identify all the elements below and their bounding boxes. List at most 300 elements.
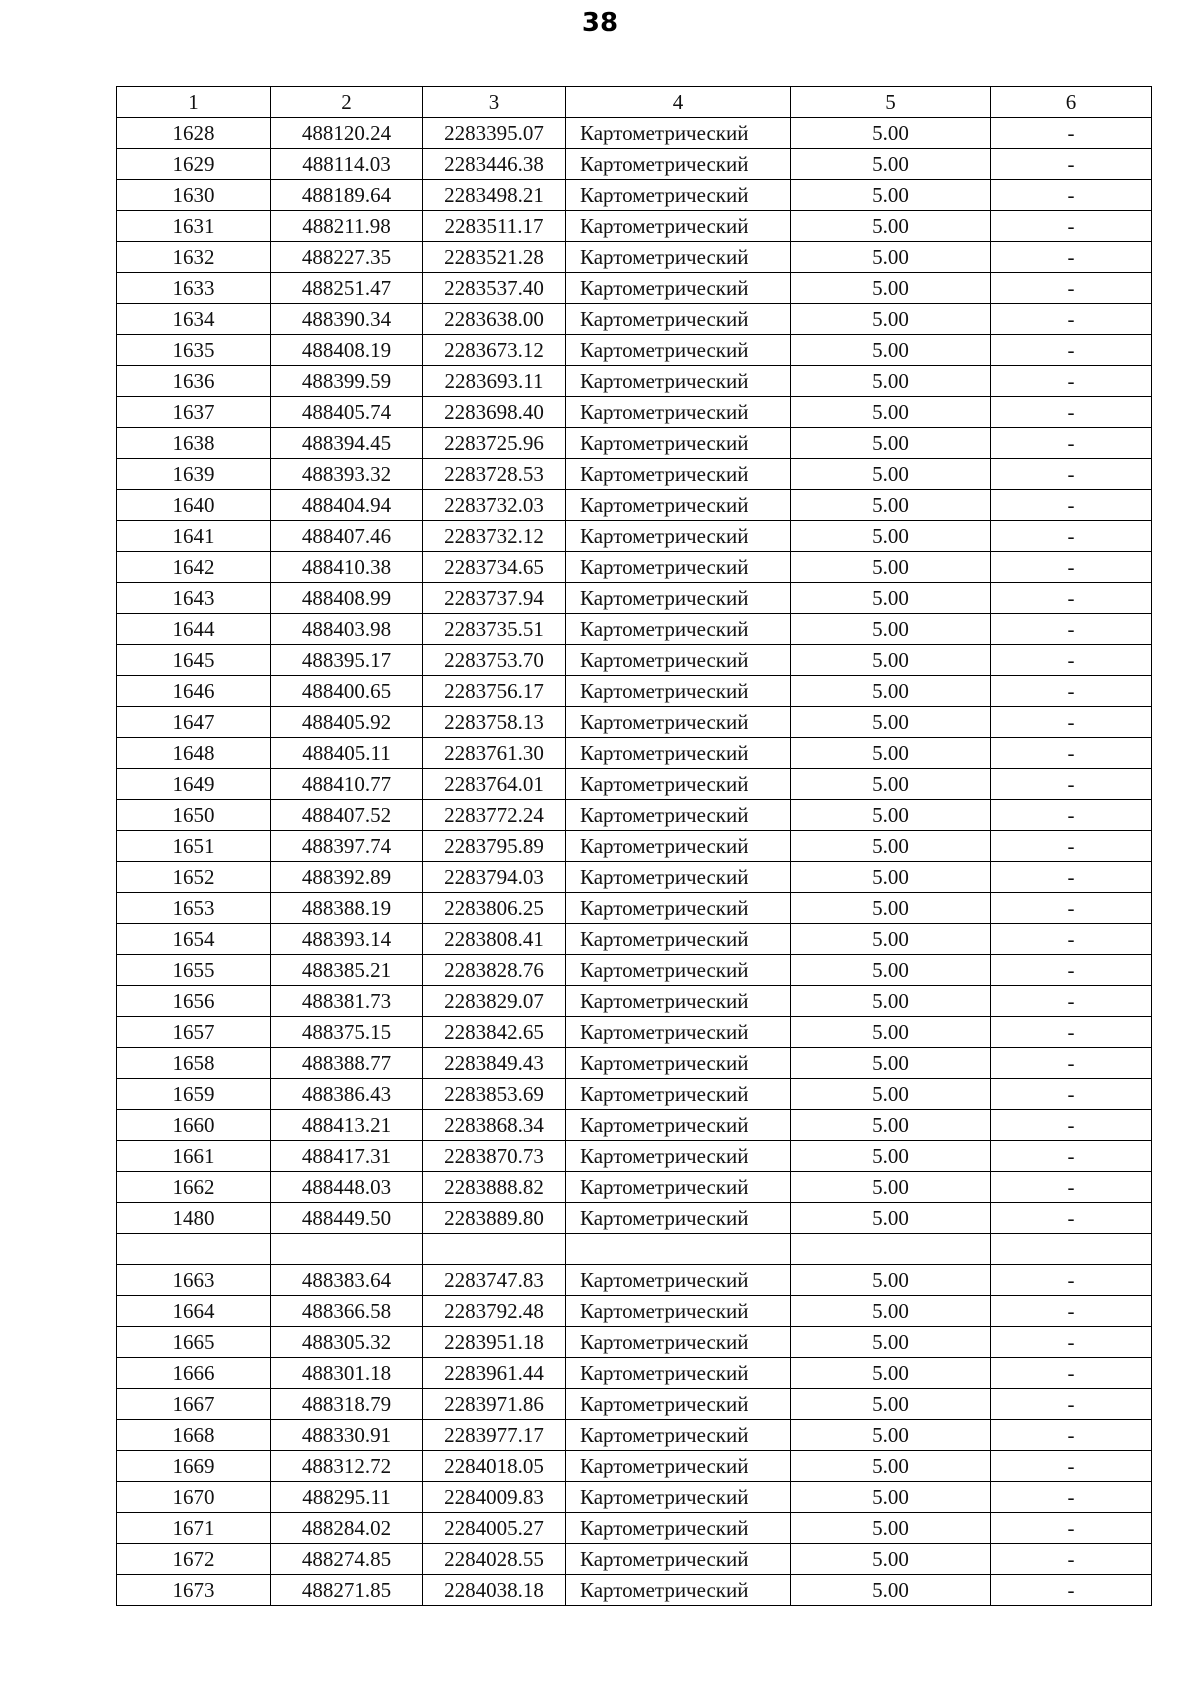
description-cell: -	[991, 800, 1152, 831]
y-coordinate-cell: 2283732.03	[423, 490, 566, 521]
method-cell: Картометрический	[566, 986, 791, 1017]
point-number-cell: 1662	[117, 1172, 271, 1203]
x-coordinate-cell: 488383.64	[271, 1265, 423, 1296]
table-row	[117, 1451, 1152, 1482]
description-cell: -	[991, 1141, 1152, 1172]
description-cell: -	[991, 986, 1152, 1017]
description-cell: -	[991, 645, 1152, 676]
table-row	[117, 1327, 1152, 1358]
y-coordinate-cell: 2283889.80	[423, 1203, 566, 1234]
accuracy-cell: 5.00	[791, 1048, 991, 1079]
accuracy-cell: 5.00	[791, 242, 991, 273]
method-cell: Картометрический	[566, 1079, 791, 1110]
y-coordinate-cell: 2283693.11	[423, 366, 566, 397]
description-cell: -	[991, 366, 1152, 397]
y-coordinate-cell: 2283698.40	[423, 397, 566, 428]
x-coordinate-cell: 488211.98	[271, 211, 423, 242]
point-number-cell: 1657	[117, 1017, 271, 1048]
description-cell: -	[991, 459, 1152, 490]
y-coordinate-cell: 2283728.53	[423, 459, 566, 490]
point-number-cell: 1672	[117, 1544, 271, 1575]
y-coordinate-cell: 2283732.12	[423, 521, 566, 552]
description-cell: -	[991, 273, 1152, 304]
accuracy-cell: 5.00	[791, 1017, 991, 1048]
y-coordinate-cell: 2283734.65	[423, 552, 566, 583]
description-cell: -	[991, 1079, 1152, 1110]
table-row	[117, 1482, 1152, 1513]
description-cell: -	[991, 118, 1152, 149]
y-coordinate-cell: 2283498.21	[423, 180, 566, 211]
point-number-cell: 1644	[117, 614, 271, 645]
description-cell: -	[991, 1575, 1152, 1606]
description-cell: -	[991, 924, 1152, 955]
point-number-cell: 1663	[117, 1265, 271, 1296]
y-coordinate-cell: 2283537.40	[423, 273, 566, 304]
y-coordinate-cell: 2283951.18	[423, 1327, 566, 1358]
accuracy-cell: 5.00	[791, 1544, 991, 1575]
table-row	[117, 459, 1152, 490]
description-cell: -	[991, 862, 1152, 893]
y-coordinate-cell: 2283888.82	[423, 1172, 566, 1203]
accuracy-cell: 5.00	[791, 862, 991, 893]
x-coordinate-cell: 488312.72	[271, 1451, 423, 1482]
accuracy-cell: 5.00	[791, 428, 991, 459]
method-cell: Картометрический	[566, 738, 791, 769]
point-number-cell: 1651	[117, 831, 271, 862]
point-number-cell: 1633	[117, 273, 271, 304]
accuracy-cell	[791, 1234, 991, 1265]
table-row	[117, 1172, 1152, 1203]
table-row	[117, 1048, 1152, 1079]
point-number-cell: 1648	[117, 738, 271, 769]
y-coordinate-cell: 2283753.70	[423, 645, 566, 676]
method-cell: Картометрический	[566, 149, 791, 180]
x-coordinate-cell: 488410.77	[271, 769, 423, 800]
point-number-cell: 1638	[117, 428, 271, 459]
x-coordinate-cell: 488366.58	[271, 1296, 423, 1327]
table-row	[117, 552, 1152, 583]
y-coordinate-cell: 2283870.73	[423, 1141, 566, 1172]
x-coordinate-cell: 488405.92	[271, 707, 423, 738]
y-coordinate-cell: 2284005.27	[423, 1513, 566, 1544]
accuracy-cell: 5.00	[791, 1110, 991, 1141]
table-row	[117, 1079, 1152, 1110]
y-coordinate-cell: 2283758.13	[423, 707, 566, 738]
method-cell: Картометрический	[566, 1172, 791, 1203]
description-cell: -	[991, 1358, 1152, 1389]
y-coordinate-cell: 2283849.43	[423, 1048, 566, 1079]
column-header: 4	[566, 87, 791, 118]
description-cell: -	[991, 676, 1152, 707]
accuracy-cell: 5.00	[791, 459, 991, 490]
description-cell	[991, 1234, 1152, 1265]
table-row	[117, 335, 1152, 366]
accuracy-cell: 5.00	[791, 366, 991, 397]
point-number-cell: 1645	[117, 645, 271, 676]
accuracy-cell: 5.00	[791, 738, 991, 769]
x-coordinate-cell: 488227.35	[271, 242, 423, 273]
y-coordinate-cell: 2283395.07	[423, 118, 566, 149]
description-cell: -	[991, 1048, 1152, 1079]
accuracy-cell: 5.00	[791, 552, 991, 583]
method-cell: Картометрический	[566, 459, 791, 490]
table-row	[117, 149, 1152, 180]
column-header: 5	[791, 87, 991, 118]
accuracy-cell: 5.00	[791, 273, 991, 304]
method-cell: Картометрический	[566, 583, 791, 614]
method-cell: Картометрический	[566, 645, 791, 676]
y-coordinate-cell: 2283792.48	[423, 1296, 566, 1327]
accuracy-cell: 5.00	[791, 1203, 991, 1234]
point-number-cell: 1628	[117, 118, 271, 149]
table-row	[117, 1575, 1152, 1606]
y-coordinate-cell: 2283725.96	[423, 428, 566, 459]
table-row	[117, 1234, 1152, 1265]
accuracy-cell: 5.00	[791, 707, 991, 738]
point-number-cell: 1630	[117, 180, 271, 211]
method-cell: Картометрический	[566, 676, 791, 707]
point-number-cell: 1669	[117, 1451, 271, 1482]
x-coordinate-cell	[271, 1234, 423, 1265]
x-coordinate-cell: 488284.02	[271, 1513, 423, 1544]
x-coordinate-cell: 488399.59	[271, 366, 423, 397]
description-cell: -	[991, 707, 1152, 738]
point-number-cell: 1480	[117, 1203, 271, 1234]
x-coordinate-cell: 488120.24	[271, 118, 423, 149]
accuracy-cell: 5.00	[791, 1420, 991, 1451]
x-coordinate-cell: 488397.74	[271, 831, 423, 862]
table-row	[117, 893, 1152, 924]
table-row	[117, 1358, 1152, 1389]
point-number-cell: 1655	[117, 955, 271, 986]
y-coordinate-cell: 2283747.83	[423, 1265, 566, 1296]
description-cell: -	[991, 521, 1152, 552]
accuracy-cell: 5.00	[791, 304, 991, 335]
description-cell: -	[991, 738, 1152, 769]
accuracy-cell: 5.00	[791, 1513, 991, 1544]
method-cell: Картометрический	[566, 1265, 791, 1296]
description-cell: -	[991, 893, 1152, 924]
table-row	[117, 304, 1152, 335]
point-number-cell: 1659	[117, 1079, 271, 1110]
point-number-cell: 1635	[117, 335, 271, 366]
y-coordinate-cell: 2283764.01	[423, 769, 566, 800]
accuracy-cell: 5.00	[791, 180, 991, 211]
method-cell: Картометрический	[566, 397, 791, 428]
y-coordinate-cell: 2284009.83	[423, 1482, 566, 1513]
x-coordinate-cell: 488417.31	[271, 1141, 423, 1172]
x-coordinate-cell: 488403.98	[271, 614, 423, 645]
x-coordinate-cell: 488449.50	[271, 1203, 423, 1234]
description-cell: -	[991, 242, 1152, 273]
method-cell: Картометрический	[566, 707, 791, 738]
table-row	[117, 738, 1152, 769]
point-number-cell: 1666	[117, 1358, 271, 1389]
table-row	[117, 583, 1152, 614]
method-cell: Картометрический	[566, 521, 791, 552]
x-coordinate-cell: 488408.19	[271, 335, 423, 366]
description-cell: -	[991, 1544, 1152, 1575]
description-cell: -	[991, 397, 1152, 428]
accuracy-cell: 5.00	[791, 1265, 991, 1296]
point-number-cell: 1632	[117, 242, 271, 273]
point-number-cell: 1664	[117, 1296, 271, 1327]
table-row	[117, 273, 1152, 304]
table-row	[117, 521, 1152, 552]
table-row	[117, 242, 1152, 273]
description-cell: -	[991, 552, 1152, 583]
description-cell: -	[991, 1420, 1152, 1451]
method-cell: Картометрический	[566, 924, 791, 955]
x-coordinate-cell: 488388.19	[271, 893, 423, 924]
description-cell: -	[991, 1327, 1152, 1358]
accuracy-cell: 5.00	[791, 676, 991, 707]
y-coordinate-cell: 2283828.76	[423, 955, 566, 986]
accuracy-cell: 5.00	[791, 800, 991, 831]
accuracy-cell: 5.00	[791, 831, 991, 862]
y-coordinate-cell: 2283446.38	[423, 149, 566, 180]
table-header-row	[117, 87, 1152, 118]
method-cell: Картометрический	[566, 1420, 791, 1451]
point-number-cell: 1646	[117, 676, 271, 707]
table-row	[117, 1141, 1152, 1172]
point-number-cell: 1665	[117, 1327, 271, 1358]
table-row	[117, 366, 1152, 397]
accuracy-cell: 5.00	[791, 1079, 991, 1110]
y-coordinate-cell: 2284038.18	[423, 1575, 566, 1606]
description-cell: -	[991, 1482, 1152, 1513]
table-row	[117, 645, 1152, 676]
accuracy-cell: 5.00	[791, 986, 991, 1017]
accuracy-cell: 5.00	[791, 893, 991, 924]
description-cell: -	[991, 335, 1152, 366]
y-coordinate-cell: 2283511.17	[423, 211, 566, 242]
y-coordinate-cell: 2283806.25	[423, 893, 566, 924]
y-coordinate-cell: 2283521.28	[423, 242, 566, 273]
table-row	[117, 769, 1152, 800]
x-coordinate-cell: 488318.79	[271, 1389, 423, 1420]
method-cell: Картометрический	[566, 769, 791, 800]
method-cell: Картометрический	[566, 1513, 791, 1544]
point-number-cell: 1671	[117, 1513, 271, 1544]
point-number-cell: 1654	[117, 924, 271, 955]
x-coordinate-cell: 488386.43	[271, 1079, 423, 1110]
x-coordinate-cell: 488375.15	[271, 1017, 423, 1048]
point-number-cell	[117, 1234, 271, 1265]
x-coordinate-cell: 488407.52	[271, 800, 423, 831]
point-number-cell: 1658	[117, 1048, 271, 1079]
x-coordinate-cell: 488295.11	[271, 1482, 423, 1513]
description-cell: -	[991, 1451, 1152, 1482]
method-cell: Картометрический	[566, 273, 791, 304]
table-row	[117, 955, 1152, 986]
method-cell: Картометрический	[566, 1048, 791, 1079]
y-coordinate-cell: 2283761.30	[423, 738, 566, 769]
y-coordinate-cell: 2283673.12	[423, 335, 566, 366]
point-number-cell: 1661	[117, 1141, 271, 1172]
y-coordinate-cell: 2283842.65	[423, 1017, 566, 1048]
x-coordinate-cell: 488388.77	[271, 1048, 423, 1079]
table-row	[117, 862, 1152, 893]
method-cell: Картометрический	[566, 490, 791, 521]
x-coordinate-cell: 488393.14	[271, 924, 423, 955]
y-coordinate-cell: 2283794.03	[423, 862, 566, 893]
accuracy-cell: 5.00	[791, 1327, 991, 1358]
method-cell: Картометрический	[566, 614, 791, 645]
description-cell: -	[991, 614, 1152, 645]
accuracy-cell: 5.00	[791, 397, 991, 428]
page-number: 38	[581, 8, 619, 38]
point-number-cell: 1640	[117, 490, 271, 521]
table-row	[117, 986, 1152, 1017]
accuracy-cell: 5.00	[791, 211, 991, 242]
accuracy-cell: 5.00	[791, 1141, 991, 1172]
description-cell: -	[991, 1389, 1152, 1420]
method-cell	[566, 1234, 791, 1265]
method-cell: Картометрический	[566, 1017, 791, 1048]
table-row	[117, 180, 1152, 211]
point-number-cell: 1637	[117, 397, 271, 428]
point-number-cell: 1631	[117, 211, 271, 242]
method-cell: Картометрический	[566, 211, 791, 242]
point-number-cell: 1634	[117, 304, 271, 335]
table-row	[117, 1420, 1152, 1451]
y-coordinate-cell: 2283795.89	[423, 831, 566, 862]
method-cell: Картометрический	[566, 893, 791, 924]
method-cell: Картометрический	[566, 552, 791, 583]
description-cell: -	[991, 1296, 1152, 1327]
y-coordinate-cell: 2283977.17	[423, 1420, 566, 1451]
accuracy-cell: 5.00	[791, 149, 991, 180]
x-coordinate-cell: 488392.89	[271, 862, 423, 893]
x-coordinate-cell: 488189.64	[271, 180, 423, 211]
point-number-cell: 1656	[117, 986, 271, 1017]
y-coordinate-cell: 2283868.34	[423, 1110, 566, 1141]
x-coordinate-cell: 488251.47	[271, 273, 423, 304]
table-row	[117, 924, 1152, 955]
table-row	[117, 1203, 1152, 1234]
x-coordinate-cell: 488410.38	[271, 552, 423, 583]
table-row	[117, 428, 1152, 459]
x-coordinate-cell: 488413.21	[271, 1110, 423, 1141]
point-number-cell: 1641	[117, 521, 271, 552]
y-coordinate-cell: 2284018.05	[423, 1451, 566, 1482]
method-cell: Картометрический	[566, 1575, 791, 1606]
point-number-cell: 1653	[117, 893, 271, 924]
y-coordinate-cell: 2283829.07	[423, 986, 566, 1017]
accuracy-cell: 5.00	[791, 1389, 991, 1420]
description-cell: -	[991, 1203, 1152, 1234]
x-coordinate-cell: 488274.85	[271, 1544, 423, 1575]
table-row	[117, 211, 1152, 242]
y-coordinate-cell: 2283737.94	[423, 583, 566, 614]
x-coordinate-cell: 488400.65	[271, 676, 423, 707]
x-coordinate-cell: 488407.46	[271, 521, 423, 552]
description-cell: -	[991, 1265, 1152, 1296]
point-number-cell: 1670	[117, 1482, 271, 1513]
method-cell: Картометрический	[566, 1141, 791, 1172]
table-row	[117, 614, 1152, 645]
y-coordinate-cell	[423, 1234, 566, 1265]
method-cell: Картометрический	[566, 831, 791, 862]
method-cell: Картометрический	[566, 242, 791, 273]
y-coordinate-cell: 2283638.00	[423, 304, 566, 335]
accuracy-cell: 5.00	[791, 1296, 991, 1327]
method-cell: Картометрический	[566, 335, 791, 366]
y-coordinate-cell: 2283808.41	[423, 924, 566, 955]
point-number-cell: 1673	[117, 1575, 271, 1606]
x-coordinate-cell: 488390.34	[271, 304, 423, 335]
y-coordinate-cell: 2283971.86	[423, 1389, 566, 1420]
accuracy-cell: 5.00	[791, 490, 991, 521]
description-cell: -	[991, 831, 1152, 862]
y-coordinate-cell: 2283961.44	[423, 1358, 566, 1389]
description-cell: -	[991, 769, 1152, 800]
accuracy-cell: 5.00	[791, 335, 991, 366]
table-row	[117, 831, 1152, 862]
table-row	[117, 1544, 1152, 1575]
point-number-cell: 1649	[117, 769, 271, 800]
y-coordinate-cell: 2283853.69	[423, 1079, 566, 1110]
description-cell: -	[991, 490, 1152, 521]
point-number-cell: 1643	[117, 583, 271, 614]
x-coordinate-cell: 488305.32	[271, 1327, 423, 1358]
table-row	[117, 1017, 1152, 1048]
method-cell: Картометрический	[566, 304, 791, 335]
x-coordinate-cell: 488394.45	[271, 428, 423, 459]
accuracy-cell: 5.00	[791, 1451, 991, 1482]
description-cell: -	[991, 428, 1152, 459]
point-number-cell: 1647	[117, 707, 271, 738]
y-coordinate-cell: 2283756.17	[423, 676, 566, 707]
y-coordinate-cell: 2284028.55	[423, 1544, 566, 1575]
method-cell: Картометрический	[566, 1358, 791, 1389]
x-coordinate-cell: 488385.21	[271, 955, 423, 986]
point-number-cell: 1639	[117, 459, 271, 490]
description-cell: -	[991, 583, 1152, 614]
column-header: 1	[117, 87, 271, 118]
accuracy-cell: 5.00	[791, 769, 991, 800]
point-number-cell: 1629	[117, 149, 271, 180]
x-coordinate-cell: 488408.99	[271, 583, 423, 614]
point-number-cell: 1650	[117, 800, 271, 831]
method-cell: Картометрический	[566, 180, 791, 211]
table-row	[117, 1389, 1152, 1420]
accuracy-cell: 5.00	[791, 645, 991, 676]
method-cell: Картометрический	[566, 862, 791, 893]
table-row	[117, 676, 1152, 707]
point-number-cell: 1636	[117, 366, 271, 397]
description-cell: -	[991, 149, 1152, 180]
description-cell: -	[991, 1110, 1152, 1141]
x-coordinate-cell: 488330.91	[271, 1420, 423, 1451]
accuracy-cell: 5.00	[791, 118, 991, 149]
method-cell: Картометрический	[566, 1544, 791, 1575]
method-cell: Картометрический	[566, 1327, 791, 1358]
table-row	[117, 490, 1152, 521]
column-header: 3	[423, 87, 566, 118]
method-cell: Картометрический	[566, 1110, 791, 1141]
table-row	[117, 707, 1152, 738]
point-number-cell: 1668	[117, 1420, 271, 1451]
accuracy-cell: 5.00	[791, 1358, 991, 1389]
point-number-cell: 1642	[117, 552, 271, 583]
accuracy-cell: 5.00	[791, 1482, 991, 1513]
accuracy-cell: 5.00	[791, 521, 991, 552]
method-cell: Картометрический	[566, 366, 791, 397]
table-row	[117, 118, 1152, 149]
method-cell: Картометрический	[566, 118, 791, 149]
